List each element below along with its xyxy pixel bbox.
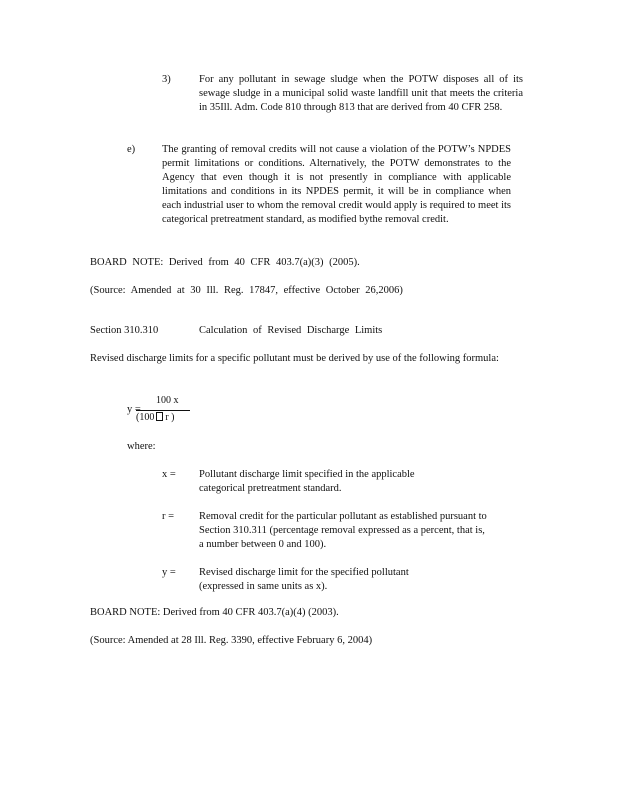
- formula-denominator: (100 r ): [136, 412, 175, 423]
- definition-x-var: x =: [162, 469, 176, 480]
- source-note-1: (Source: Amended at 30 Ill. Reg. 17847, effective October 26,2006): [90, 285, 403, 296]
- source-note-2: (Source: Amended at 28 Ill. Reg. 3390, effective February 6, 2004): [90, 635, 373, 646]
- section-title: Calculation of Revised Discharge Limits: [199, 325, 383, 336]
- formula-numerator: 100 x: [156, 395, 179, 406]
- definition-x-text: Pollutant discharge limit specified in the applicable categorical pretreatment standard.: [199, 469, 415, 494]
- missing-glyph-box-icon: [156, 412, 163, 421]
- section-number: Section 310.310: [90, 325, 159, 336]
- item-3-text: For any pollutant in sewage sludge when the POTW disposes all of its sewage sludge in a municipal solid waste landfill unit that meets the criteria in 35Ill. Adm. Code 810 through 813 that are derived from 40 CFR 258.: [199, 74, 523, 113]
- intro-paragraph: Revised discharge limits for a specific pollutant must be derived by use of the following formula:: [90, 353, 499, 364]
- definition-y-var: y =: [162, 567, 176, 578]
- definition-r-text: Removal credit for the particular pollutant as established pursuant to Section 310.311 (percentage removal expressed as a percent, that is, a number between 0 and 100).: [199, 511, 487, 550]
- board-note-1: BOARD NOTE: Derived from 40 CFR 403.7(a)(3) (2005).: [90, 257, 360, 268]
- definition-r-var: r =: [162, 511, 175, 522]
- where-label: where:: [127, 441, 156, 452]
- item-e-text: The granting of removal credits will not cause a violation of the POTW’s NPDES permit limitations or conditions. Alternatively, the POTW demonstrates to the Agency that even though it is not presently in compliance with applicable limitations and conditions in its NPDES permit, it will be in compliance when each industrial user to whom the removal credit would apply is required to meet its categorical pretreatment standard, as modified bythe removal credit.: [162, 144, 511, 225]
- item-3-number: 3): [162, 74, 171, 85]
- item-e-number: e): [127, 144, 136, 155]
- formula-lhs: y =: [127, 404, 141, 415]
- definition-y-text: Revised discharge limit for the specified pollutant (expressed in same units as x).: [199, 567, 409, 592]
- board-note-2: BOARD NOTE: Derived from 40 CFR 403.7(a)(4) (2003).: [90, 607, 339, 618]
